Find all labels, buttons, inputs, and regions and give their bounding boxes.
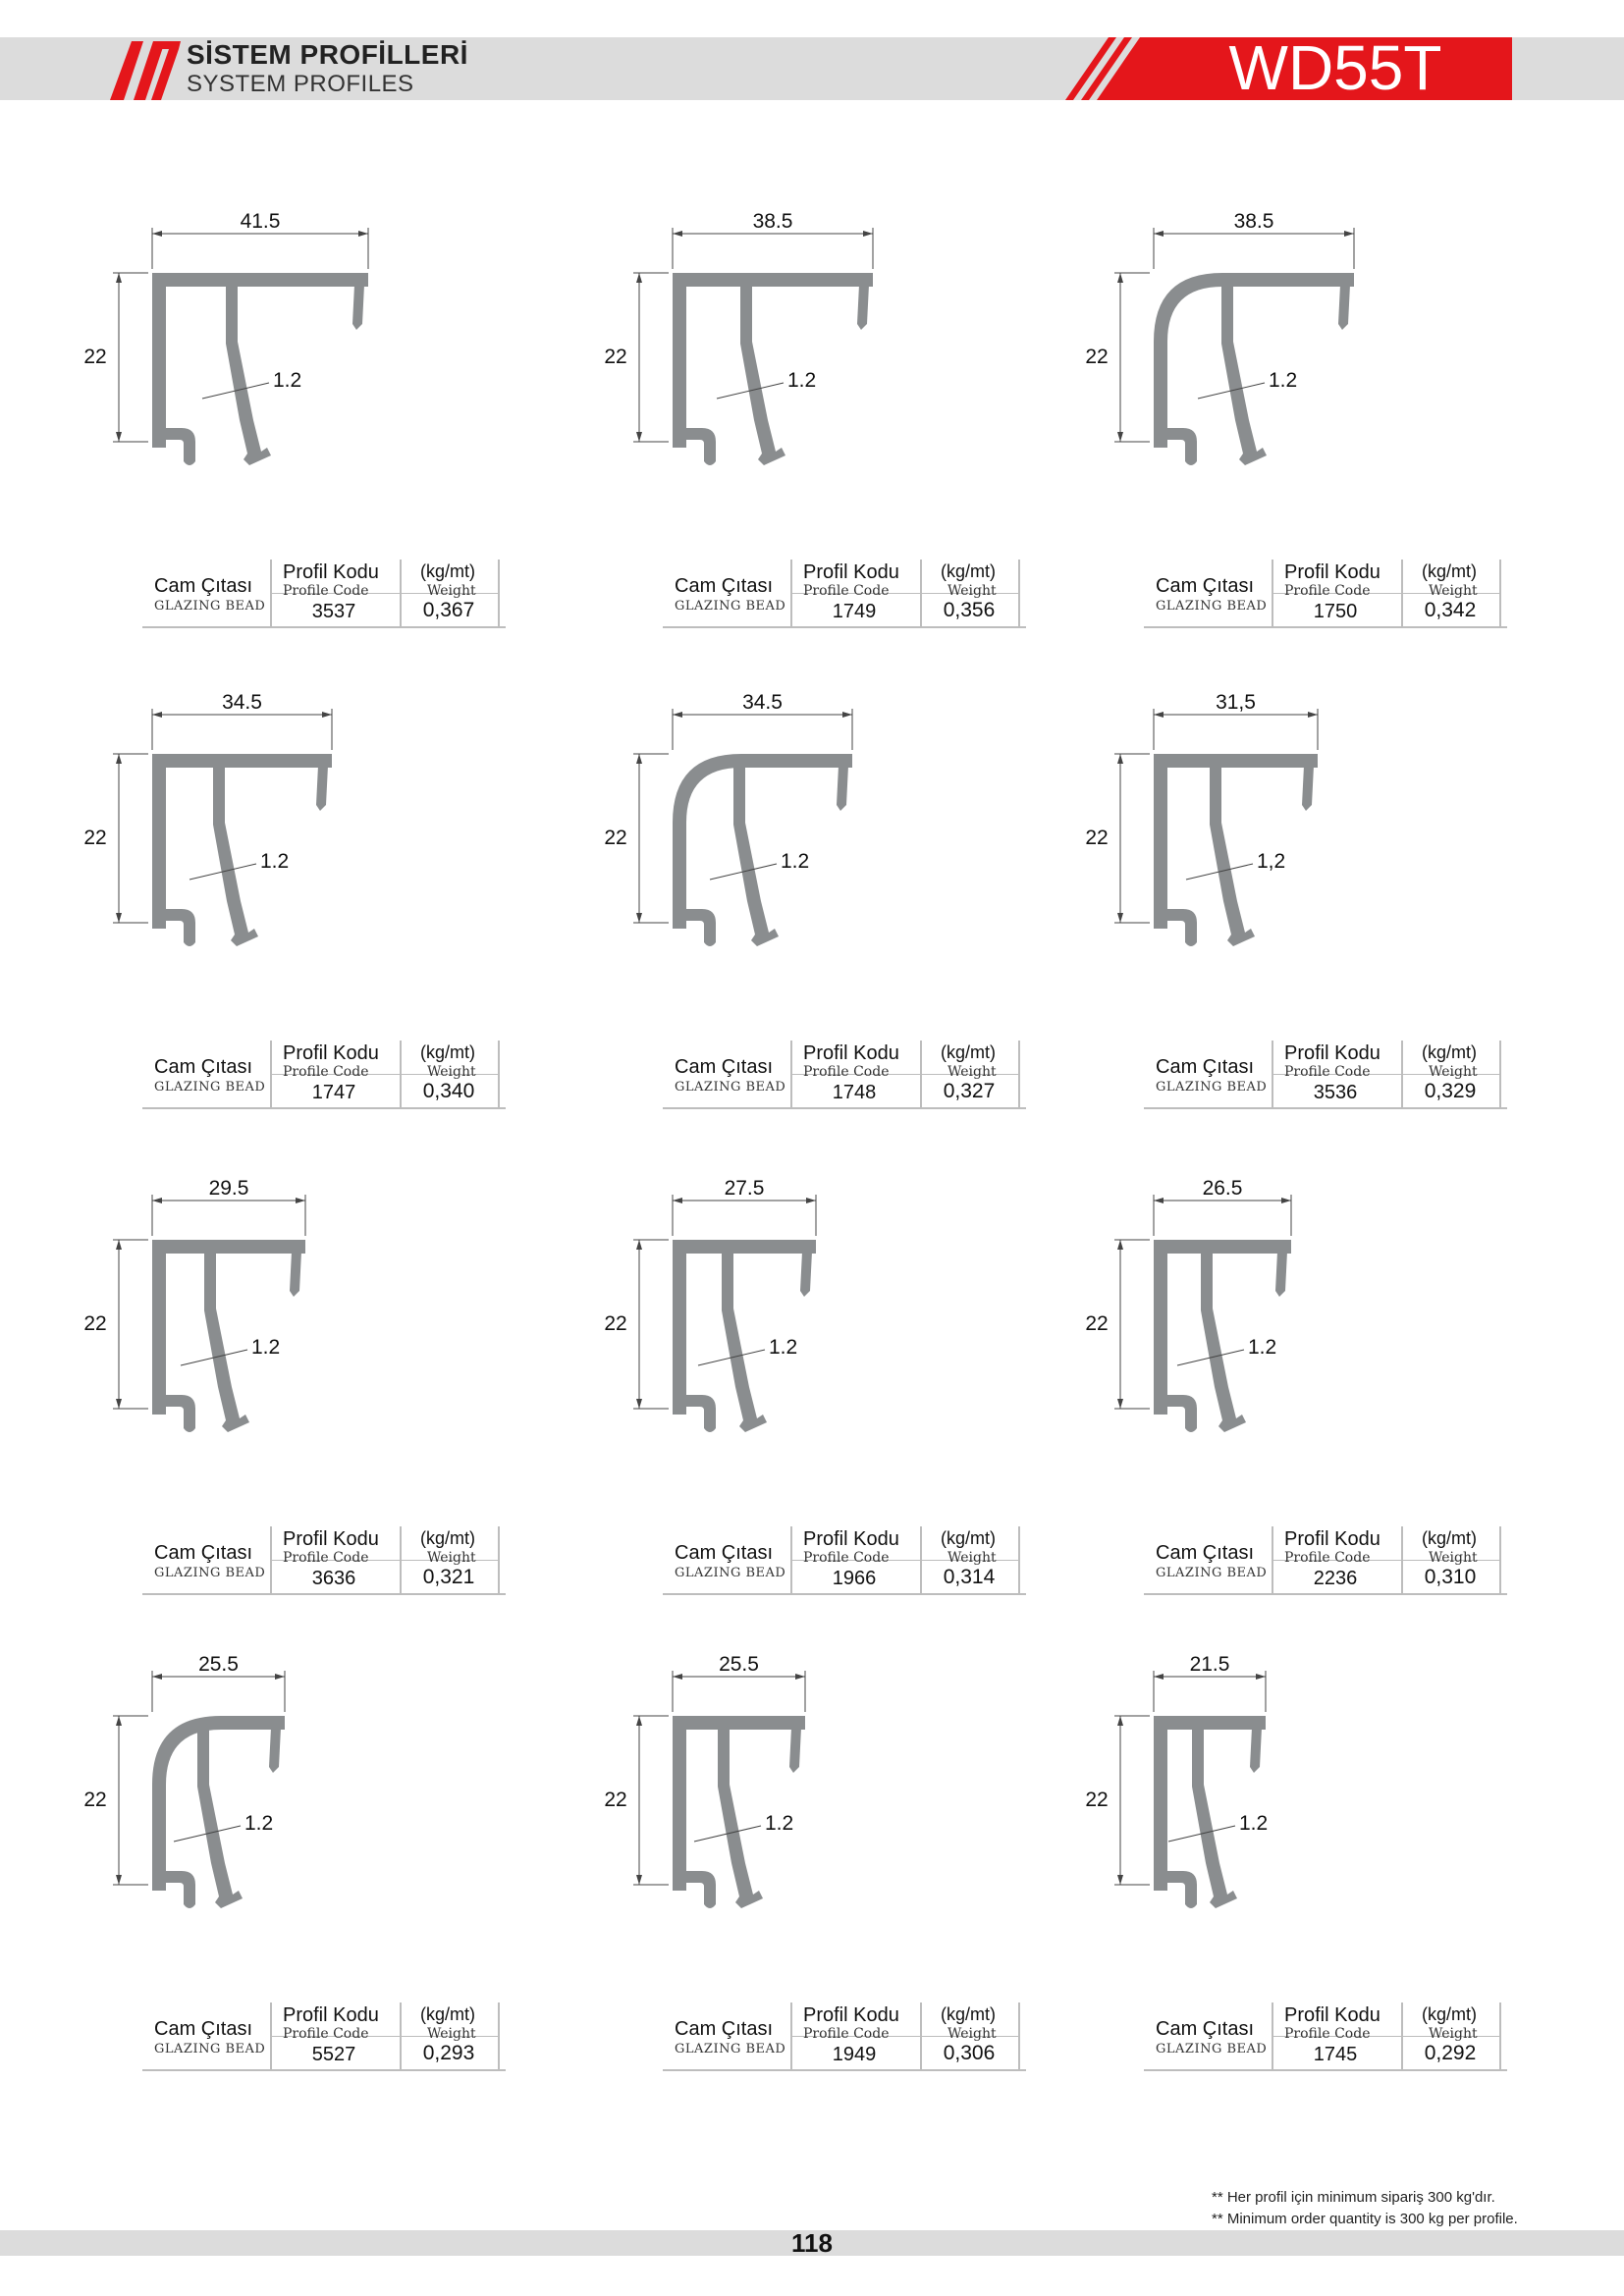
wall-thickness-dimension: 1.2 <box>1239 1812 1269 1835</box>
weight-header-en: Weight <box>1429 1550 1478 1566</box>
profile-drawing <box>1085 1653 1502 1993</box>
profile-info-table <box>142 560 506 628</box>
profile-info-table <box>142 1526 506 1595</box>
category-label-en: GLAZING BEAD <box>154 2042 266 2056</box>
height-dimension: 22 <box>83 346 107 368</box>
height-dimension: 22 <box>1085 346 1109 368</box>
weight-header: (kg/mt) <box>1422 2004 1477 2024</box>
category-label: Cam Çıtası <box>675 2018 774 2040</box>
profile-drawing <box>604 691 1021 1031</box>
profile-code-header: Profil Kodu <box>1284 1528 1380 1550</box>
width-dimension: 41.5 <box>240 210 281 233</box>
profile-code-header: Profil Kodu <box>803 1528 899 1550</box>
category-label: Cam Çıtası <box>154 2018 253 2040</box>
profile-drawing <box>1085 210 1502 550</box>
weight-header: (kg/mt) <box>420 1528 475 1548</box>
profile-code-header-en: Profile Code <box>803 1064 890 1080</box>
width-dimension: 34.5 <box>222 691 262 714</box>
width-dimension: 38.5 <box>752 210 793 233</box>
profile-code-header: Profil Kodu <box>283 561 379 583</box>
profile-code-value: 1749 <box>832 601 877 622</box>
weight-header-en: Weight <box>427 2026 476 2042</box>
height-dimension: 22 <box>1085 1312 1109 1335</box>
category-label: Cam Çıtası <box>675 1056 774 1078</box>
profile-info-table <box>663 1526 1026 1595</box>
profile-info-table <box>663 560 1026 628</box>
wall-thickness-dimension: 1.2 <box>260 850 290 873</box>
brand-title-tr: SİSTEM PROFİLLERİ <box>187 39 468 70</box>
category-label: Cam Çıtası <box>154 1056 253 1078</box>
width-dimension: 34.5 <box>742 691 783 714</box>
category-label: Cam Çıtası <box>1156 1056 1255 1078</box>
width-dimension: 27.5 <box>724 1177 765 1200</box>
weight-header: (kg/mt) <box>1422 561 1477 581</box>
weight-header-en: Weight <box>947 583 997 599</box>
weight-value: 0,314 <box>943 1566 996 1588</box>
profile-code-header: Profil Kodu <box>803 561 899 583</box>
width-dimension: 21.5 <box>1189 1653 1230 1676</box>
profile-drawing <box>604 1653 1021 1993</box>
min-order-note-tr: ** Her profil için minimum sipariş 300 kg'dır. <box>1212 2189 1495 2206</box>
profile-code-header-en: Profile Code <box>283 1550 369 1566</box>
height-dimension: 22 <box>83 827 107 849</box>
profile-drawing <box>83 1177 501 1517</box>
profile-code-header-en: Profile Code <box>803 1550 890 1566</box>
profile-code-header-en: Profile Code <box>803 2026 890 2042</box>
profile-code-header: Profil Kodu <box>283 2004 379 2026</box>
category-label-en: GLAZING BEAD <box>675 1566 786 1580</box>
weight-header: (kg/mt) <box>420 1042 475 1062</box>
weight-value: 0,356 <box>943 599 996 621</box>
profile-code-header-en: Profile Code <box>283 2026 369 2042</box>
profile-code-header: Profil Kodu <box>283 1528 379 1550</box>
category-label-en: GLAZING BEAD <box>1156 2042 1268 2056</box>
profile-code-value: 1750 <box>1313 601 1358 622</box>
profile-code-value: 5527 <box>311 2044 356 2065</box>
profile-card <box>1085 210 1502 638</box>
width-dimension: 31,5 <box>1216 691 1256 714</box>
category-label-en: GLAZING BEAD <box>1156 599 1268 614</box>
profile-card <box>1085 691 1502 1119</box>
profile-code-value: 1966 <box>832 1568 877 1589</box>
weight-header: (kg/mt) <box>941 1528 996 1548</box>
profile-card <box>83 1653 501 2081</box>
profile-card <box>604 1177 1021 1605</box>
weight-header: (kg/mt) <box>1422 1042 1477 1062</box>
height-dimension: 22 <box>604 1789 627 1811</box>
weight-value: 0,321 <box>422 1566 475 1588</box>
width-dimension: 26.5 <box>1202 1177 1243 1200</box>
height-dimension: 22 <box>1085 1789 1109 1811</box>
category-label: Cam Çıtası <box>1156 2018 1255 2040</box>
profile-card <box>1085 1177 1502 1605</box>
category-label-en: GLAZING BEAD <box>1156 1080 1268 1095</box>
wall-thickness-dimension: 1.2 <box>1269 369 1298 392</box>
profile-code-header-en: Profile Code <box>1284 2026 1371 2042</box>
weight-header-en: Weight <box>1429 583 1478 599</box>
profile-drawing <box>604 1177 1021 1517</box>
wall-thickness-dimension: 1,2 <box>1257 850 1286 873</box>
profile-info-table <box>1144 560 1507 628</box>
profile-info-table <box>663 2002 1026 2071</box>
profile-drawing <box>1085 691 1502 1031</box>
page-number: 118 <box>791 2228 833 2258</box>
wall-thickness-dimension: 1.2 <box>781 850 810 873</box>
profile-info-table <box>1144 2002 1507 2071</box>
profile-code-value: 1747 <box>311 1082 356 1103</box>
weight-header: (kg/mt) <box>941 2004 996 2024</box>
height-dimension: 22 <box>604 1312 627 1335</box>
profile-drawing <box>83 1653 501 1993</box>
profile-code-header-en: Profile Code <box>1284 1064 1371 1080</box>
category-label: Cam Çıtası <box>675 1542 774 1564</box>
weight-value: 0,342 <box>1424 599 1477 621</box>
wall-thickness-dimension: 1.2 <box>1248 1336 1277 1359</box>
height-dimension: 22 <box>604 827 627 849</box>
weight-header: (kg/mt) <box>941 561 996 581</box>
height-dimension: 22 <box>604 346 627 368</box>
profile-card <box>83 691 501 1119</box>
profile-code-header-en: Profile Code <box>1284 583 1371 599</box>
weight-value: 0,292 <box>1424 2042 1477 2064</box>
profile-code-header: Profil Kodu <box>1284 1042 1380 1064</box>
height-dimension: 22 <box>1085 827 1109 849</box>
profile-code-value: 3636 <box>311 1568 356 1589</box>
weight-header-en: Weight <box>1429 1064 1478 1080</box>
weight-value: 0,306 <box>943 2042 996 2064</box>
weight-header: (kg/mt) <box>420 561 475 581</box>
category-label: Cam Çıtası <box>1156 575 1255 597</box>
profile-drawing <box>1085 1177 1502 1517</box>
width-dimension: 25.5 <box>719 1653 759 1676</box>
profile-code-value: 1745 <box>1313 2044 1358 2065</box>
wall-thickness-dimension: 1.2 <box>765 1812 794 1835</box>
profile-drawing <box>83 691 501 1031</box>
ap-logo <box>110 39 181 100</box>
weight-value: 0,327 <box>943 1080 996 1102</box>
weight-value: 0,329 <box>1424 1080 1477 1102</box>
profile-code-header-en: Profile Code <box>283 1064 369 1080</box>
wall-thickness-dimension: 1.2 <box>787 369 817 392</box>
series-code: WD55T <box>1228 32 1442 103</box>
weight-header-en: Weight <box>427 1064 476 1080</box>
profile-drawing <box>604 210 1021 550</box>
brand-title-en: SYSTEM PROFILES <box>187 71 414 97</box>
width-dimension: 38.5 <box>1233 210 1274 233</box>
profile-info-table <box>1144 1041 1507 1109</box>
profile-card <box>83 1177 501 1605</box>
profile-info-table <box>663 1041 1026 1109</box>
profile-drawing <box>83 210 501 550</box>
profile-code-header: Profil Kodu <box>1284 561 1380 583</box>
weight-header-en: Weight <box>947 2026 997 2042</box>
category-label: Cam Çıtası <box>675 575 774 597</box>
wall-thickness-dimension: 1.2 <box>251 1336 281 1359</box>
profile-info-table <box>142 2002 506 2071</box>
category-label: Cam Çıtası <box>154 575 253 597</box>
profile-code-value: 3537 <box>311 601 356 622</box>
profile-info-table <box>142 1041 506 1109</box>
profile-code-header: Profil Kodu <box>283 1042 379 1064</box>
weight-header-en: Weight <box>427 583 476 599</box>
profile-code-header: Profil Kodu <box>1284 2004 1380 2026</box>
weight-header: (kg/mt) <box>1422 1528 1477 1548</box>
profile-code-value: 1748 <box>832 1082 877 1103</box>
category-label-en: GLAZING BEAD <box>675 1080 786 1095</box>
category-label-en: GLAZING BEAD <box>154 1080 266 1095</box>
weight-header-en: Weight <box>1429 2026 1478 2042</box>
height-dimension: 22 <box>83 1312 107 1335</box>
profile-info-table <box>1144 1526 1507 1595</box>
category-label-en: GLAZING BEAD <box>154 599 266 614</box>
wall-thickness-dimension: 1.2 <box>769 1336 798 1359</box>
weight-header: (kg/mt) <box>420 2004 475 2024</box>
width-dimension: 25.5 <box>198 1653 239 1676</box>
weight-header: (kg/mt) <box>941 1042 996 1062</box>
profile-code-value: 1949 <box>832 2044 877 2065</box>
profile-card <box>604 1653 1021 2081</box>
profile-code-header-en: Profile Code <box>283 583 369 599</box>
profile-card <box>1085 1653 1502 2081</box>
weight-value: 0,367 <box>422 599 475 621</box>
profile-code-value: 3536 <box>1313 1082 1358 1103</box>
weight-header-en: Weight <box>427 1550 476 1566</box>
weight-header-en: Weight <box>947 1550 997 1566</box>
category-label: Cam Çıtası <box>154 1542 253 1564</box>
category-label-en: GLAZING BEAD <box>1156 1566 1268 1580</box>
wall-thickness-dimension: 1.2 <box>273 369 302 392</box>
profile-card <box>604 691 1021 1119</box>
profile-code-header-en: Profile Code <box>1284 1550 1371 1566</box>
profile-card <box>83 210 501 638</box>
category-label-en: GLAZING BEAD <box>675 599 786 614</box>
category-label-en: GLAZING BEAD <box>154 1566 266 1580</box>
category-label: Cam Çıtası <box>1156 1542 1255 1564</box>
category-label-en: GLAZING BEAD <box>675 2042 786 2056</box>
profile-code-header: Profil Kodu <box>803 1042 899 1064</box>
profile-code-header-en: Profile Code <box>803 583 890 599</box>
height-dimension: 22 <box>83 1789 107 1811</box>
weight-header-en: Weight <box>947 1064 997 1080</box>
min-order-note-en: ** Minimum order quantity is 300 kg per profile. <box>1212 2211 1518 2227</box>
weight-value: 0,310 <box>1424 1566 1477 1588</box>
weight-value: 0,340 <box>422 1080 475 1102</box>
weight-value: 0,293 <box>422 2042 475 2064</box>
profile-card <box>604 210 1021 638</box>
width-dimension: 29.5 <box>208 1177 249 1200</box>
profile-code-header: Profil Kodu <box>803 2004 899 2026</box>
profile-code-value: 2236 <box>1313 1568 1358 1589</box>
wall-thickness-dimension: 1.2 <box>244 1812 274 1835</box>
